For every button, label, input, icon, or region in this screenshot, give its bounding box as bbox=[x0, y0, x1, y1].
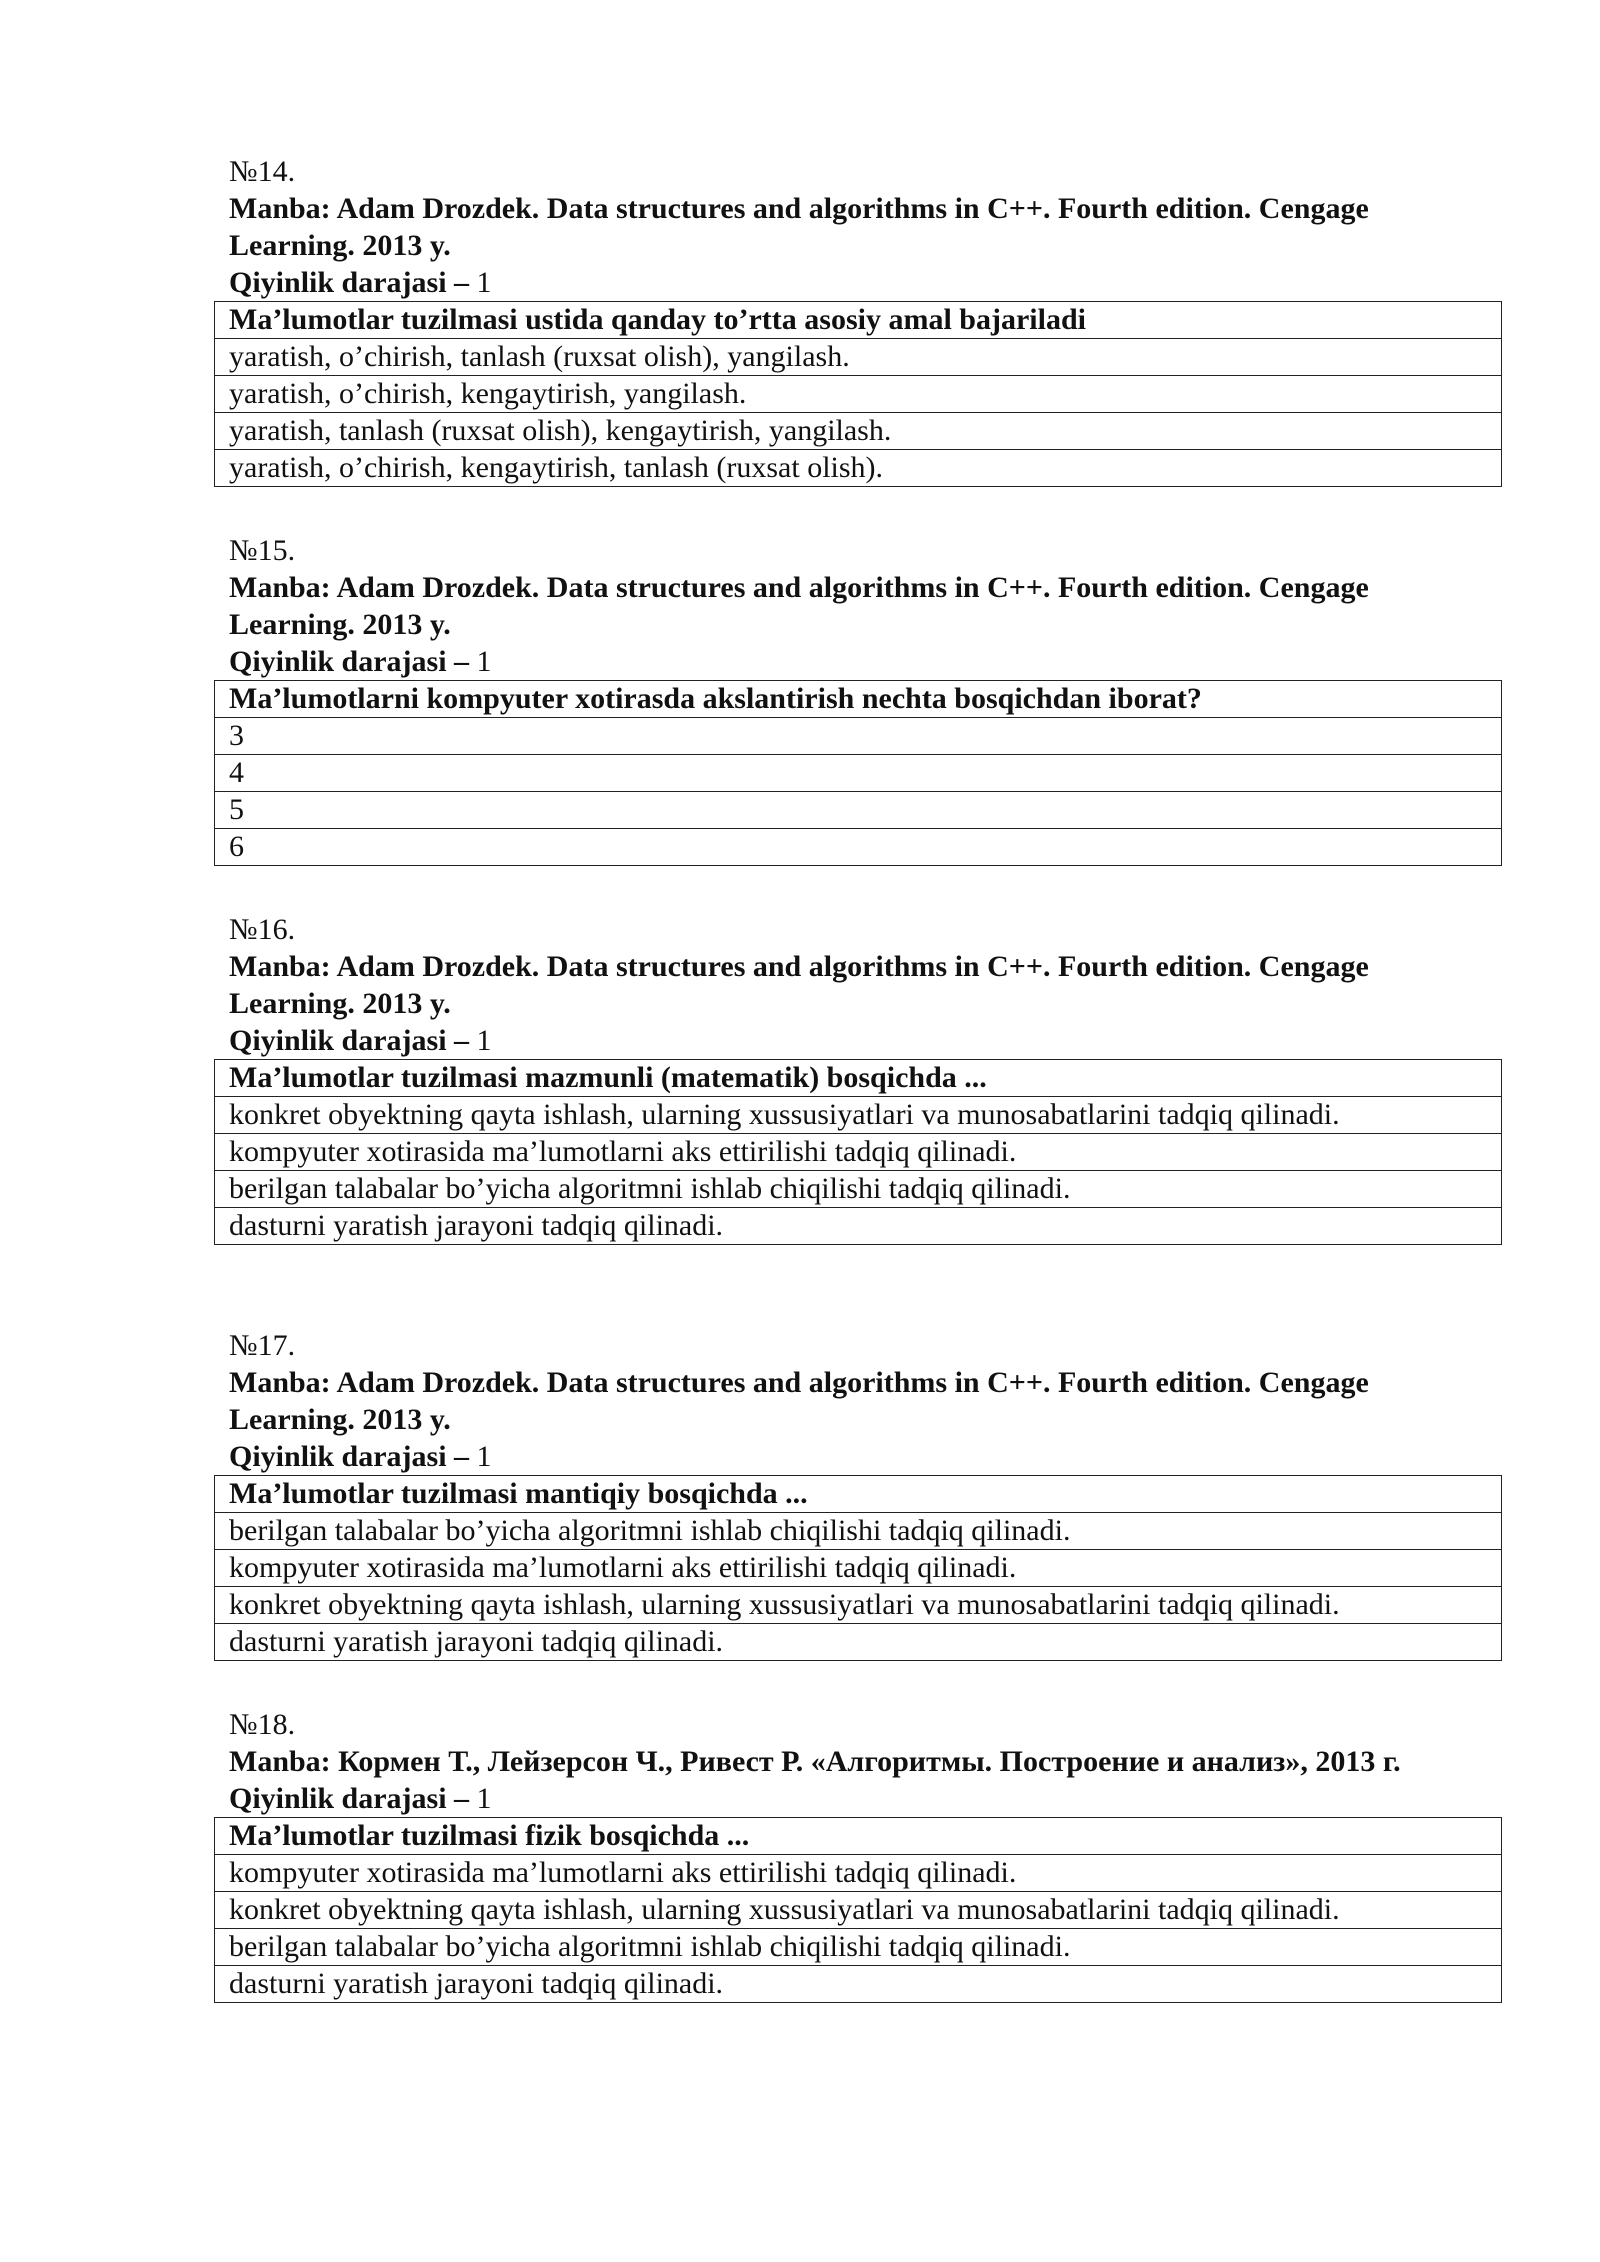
question-block bbox=[214, 1327, 1504, 1661]
question-source: Manba: Adam Drozdek. Data structures and algorithms in C++. Fourth edition. Cengage Learning. 2013 y. bbox=[229, 571, 1369, 641]
question-row bbox=[215, 1060, 1502, 1097]
difficulty-value: 1 bbox=[476, 645, 492, 678]
answer-row bbox=[215, 339, 1502, 376]
answer-row bbox=[215, 1550, 1502, 1587]
answer-row bbox=[215, 1855, 1502, 1892]
answer-option: kompyuter xotirasida ma’lumotlarni aks ettirilishi tadqiq qilinadi. bbox=[215, 1550, 1502, 1587]
answer-option: 3 bbox=[215, 718, 1502, 755]
question-row bbox=[215, 1818, 1502, 1855]
question-number: №15. bbox=[229, 534, 296, 567]
answer-row bbox=[215, 1134, 1502, 1171]
answer-row bbox=[215, 1208, 1502, 1245]
question-row bbox=[215, 681, 1502, 718]
answer-row bbox=[215, 1171, 1502, 1208]
question-block bbox=[214, 1706, 1504, 2003]
answer-option: yaratish, tanlash (ruxsat olish), kengaytirish, yangilash. bbox=[215, 413, 1502, 450]
answer-row bbox=[215, 1587, 1502, 1624]
difficulty-level bbox=[214, 264, 1504, 301]
question-table bbox=[214, 1817, 1502, 2003]
question-table bbox=[214, 1475, 1502, 1661]
answer-option: dasturni yaratish jarayoni tadqiq qilinadi. bbox=[215, 1624, 1502, 1661]
answer-option: yaratish, o’chirish, kengaytirish, tanlash (ruxsat olish). bbox=[215, 450, 1502, 487]
question-number: №16. bbox=[229, 913, 296, 946]
question-table bbox=[214, 301, 1502, 487]
question-row bbox=[215, 302, 1502, 339]
answer-option: berilgan talabalar bo’yicha algoritmni ishlab chiqilishi tadqiq qilinadi. bbox=[215, 1171, 1502, 1208]
difficulty-value: 1 bbox=[476, 1440, 492, 1473]
answer-option: yaratish, o’chirish, kengaytirish, yangilash. bbox=[215, 376, 1502, 413]
difficulty-label: Qiyinlik darajasi – bbox=[229, 1024, 470, 1057]
answer-row bbox=[215, 1929, 1502, 1966]
answer-row bbox=[215, 718, 1502, 755]
difficulty-label: Qiyinlik darajasi – bbox=[229, 266, 470, 299]
answer-option: kompyuter xotirasida ma’lumotlarni aks ettirilishi tadqiq qilinadi. bbox=[215, 1855, 1502, 1892]
answer-row bbox=[215, 1624, 1502, 1661]
question-block bbox=[214, 911, 1504, 1245]
question-text: Ma’lumotlarni kompyuter xotirasda akslantirish nechta bosqichdan iborat? bbox=[215, 681, 1502, 718]
difficulty-level bbox=[214, 1438, 1504, 1475]
difficulty-label: Qiyinlik darajasi – bbox=[229, 1440, 470, 1473]
difficulty-level bbox=[214, 643, 1504, 680]
answer-option: berilgan talabalar bo’yicha algoritmni ishlab chiqilishi tadqiq qilinadi. bbox=[215, 1513, 1502, 1550]
answer-row bbox=[215, 450, 1502, 487]
difficulty-label: Qiyinlik darajasi – bbox=[229, 1782, 470, 1815]
question-source: Manba: Adam Drozdek. Data structures and algorithms in C++. Fourth edition. Cengage Learning. 2013 y. bbox=[229, 950, 1369, 1020]
answer-row bbox=[215, 792, 1502, 829]
answer-option: yaratish, o’chirish, tanlash (ruxsat olish), yangilash. bbox=[215, 339, 1502, 376]
answer-option: dasturni yaratish jarayoni tadqiq qilinadi. bbox=[215, 1966, 1502, 2003]
answer-option: konkret obyektning qayta ishlash, ularning xussusiyatlari va munosabatlarini tadqiq qilinadi. bbox=[215, 1097, 1502, 1134]
question-block bbox=[214, 532, 1504, 866]
difficulty-value: 1 bbox=[476, 1024, 492, 1057]
question-text: Ma’lumotlar tuzilmasi mantiqiy bosqichda ... bbox=[215, 1476, 1502, 1513]
question-source: Manba: Кормен Т., Лейзерсон Ч., Ривест Р. «Алгоритмы. Построение и анализ», 2013 г. bbox=[229, 1745, 1401, 1778]
answer-option: konkret obyektning qayta ishlash, ularning xussusiyatlari va munosabatlarini tadqiq qilinadi. bbox=[215, 1587, 1502, 1624]
answer-row bbox=[215, 413, 1502, 450]
answer-option: 4 bbox=[215, 755, 1502, 792]
answer-row bbox=[215, 376, 1502, 413]
answer-row bbox=[215, 1097, 1502, 1134]
question-number: №14. bbox=[229, 155, 296, 188]
difficulty-level bbox=[214, 1022, 1504, 1059]
answer-row bbox=[215, 1966, 1502, 2003]
answer-row bbox=[215, 829, 1502, 866]
question-text: Ma’lumotlar tuzilmasi ustida qanday to’rtta asosiy amal bajariladi bbox=[215, 302, 1502, 339]
question-number: №18. bbox=[229, 1708, 296, 1741]
question-source: Manba: Adam Drozdek. Data structures and algorithms in C++. Fourth edition. Cengage Learning. 2013 y. bbox=[229, 192, 1369, 262]
answer-option: 6 bbox=[215, 829, 1502, 866]
answer-option: kompyuter xotirasida ma’lumotlarni aks ettirilishi tadqiq qilinadi. bbox=[215, 1134, 1502, 1171]
answer-row bbox=[215, 1513, 1502, 1550]
question-text: Ma’lumotlar tuzilmasi mazmunli (matematik) bosqichda ... bbox=[215, 1060, 1502, 1097]
question-number: №17. bbox=[229, 1329, 296, 1362]
answer-row bbox=[215, 755, 1502, 792]
answer-option: konkret obyektning qayta ishlash, ularning xussusiyatlari va munosabatlarini tadqiq qilinadi. bbox=[215, 1892, 1502, 1929]
question-text: Ma’lumotlar tuzilmasi fizik bosqichda ... bbox=[215, 1818, 1502, 1855]
difficulty-label: Qiyinlik darajasi – bbox=[229, 645, 470, 678]
difficulty-value: 1 bbox=[476, 266, 492, 299]
question-row bbox=[215, 1476, 1502, 1513]
question-table bbox=[214, 1059, 1502, 1245]
difficulty-level bbox=[214, 1780, 1504, 1817]
answer-option: berilgan talabalar bo’yicha algoritmni ishlab chiqilishi tadqiq qilinadi. bbox=[215, 1929, 1502, 1966]
question-table bbox=[214, 680, 1502, 866]
answer-row bbox=[215, 1892, 1502, 1929]
answer-option: 5 bbox=[215, 792, 1502, 829]
question-source: Manba: Adam Drozdek. Data structures and algorithms in C++. Fourth edition. Cengage Learning. 2013 y. bbox=[229, 1366, 1369, 1436]
question-block bbox=[214, 153, 1504, 487]
difficulty-value: 1 bbox=[476, 1782, 492, 1815]
answer-option: dasturni yaratish jarayoni tadqiq qilinadi. bbox=[215, 1208, 1502, 1245]
